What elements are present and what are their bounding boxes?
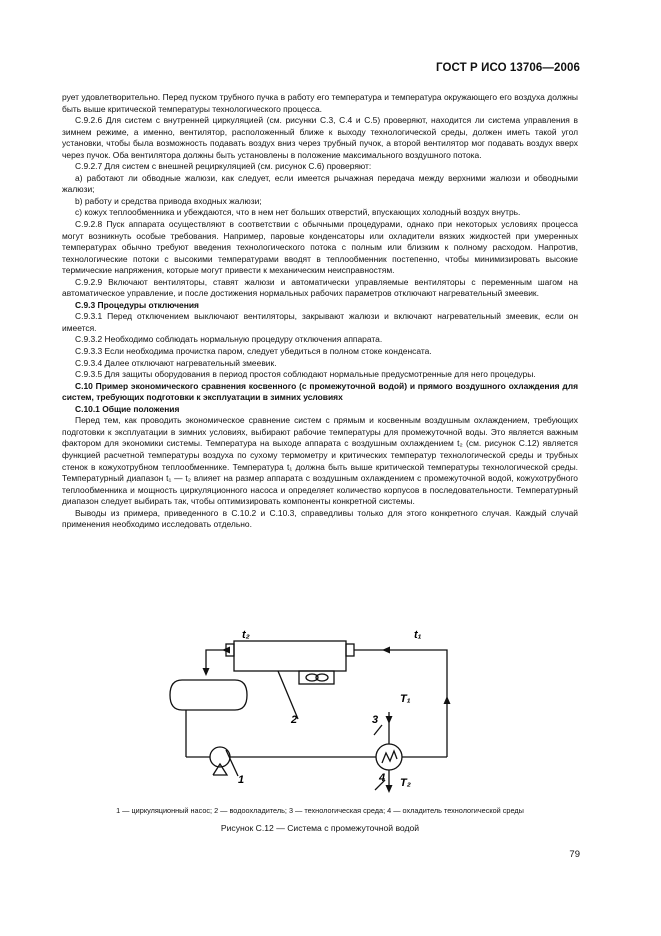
arrow-up — [444, 696, 451, 704]
figure-caption: Рисунок С.12 — Система с промежуточной водой — [220, 823, 420, 833]
label-t2: t₂ — [242, 629, 250, 641]
body-text — [62, 92, 578, 531]
leader-3 — [374, 725, 382, 735]
exchanger-coil — [382, 751, 397, 763]
paragraph: С.9.2.8 Пуск аппарата осуществляют в соответствии с обычными процедурами, однако при некоторых условиях процесса могут возникнуть особые требования. Например, паровые конденсаторы или охладители вязких жидкостей при умеренных температурах обычно требуют введения технологического потока с полным или близким к полному расходом. Напротив, технологические потоки с высокими температурами вводят в теплообменник постепенно, чтобы минимизировать высокие термические напряжения, которые могут привести к механическим неисправностям. — [62, 219, 578, 276]
document-header: ГОСТ Р ИСО 13706—2006 — [435, 62, 580, 74]
label-n2: 2 — [291, 714, 298, 726]
paragraph: Перед тем, как проводить экономическое сравнение систем с прямым и косвенным воздушным охлаждением, требующих подготовки к эксплуатации в зимних условиях, выбирают рабочие температуры для промежуточной воды. Это является важным фактором для экономики системы. Температура на выходе аппарата с воздушным охлаждением t₂ (см. рисунок С.12) является функцией расчетной температуры воздуха по сухому термометру и критических температур технологической среды и трубных стенок в кожухотрубном теплообменнике. Температура t₁ должна быть выше критической температуры технологической среды. Температурный диапазон t₁ — t₂ влияет на размер аппарата с воздушным охлаждением с промежуточной водой, кожухотрубного теплообменника и мощность циркуляционного насоса и определяет количество корпусов в последовательности. Температурный диапазон следует выбирать так, чтобы оптимизировать компоненты конкретной системы. — [62, 415, 578, 507]
paragraph: С.9.3.2 Необходимо соблюдать нормальную процедуру отключения аппарата. — [75, 334, 383, 345]
paragraph: С.9.3.1 Перед отключением выключают вентиляторы, закрывают жалюзи и включают нагревательный змеевик, если он имеется. — [62, 311, 578, 333]
figure-legend: 1 — циркуляционный насос; 2 — водоохладитель; 3 — технологическая среда; 4 — охладитель технологической среды — [116, 806, 524, 815]
paragraph: С.9.2.6 Для систем с внутренней циркуляцией (см. рисунки С.3, С.4 и С.5) проверяют, находится ли система управления в зимнем режиме, а именно, вентилятор, расположенный ближе к выходу технологической среды, должен иметь такой угол установки, чтобы была возможность подавать воздух вниз через трубный пучок, а второй вентилятор мог подавать воздух вверх через пучок. Оба вентилятора должны быть установлены в положение максимального воздушного потока. — [62, 115, 578, 160]
surge-drum — [170, 680, 247, 710]
air-cooler-header-right — [346, 644, 354, 656]
label-n1: 1 — [238, 774, 245, 786]
heat-exchanger — [376, 744, 402, 770]
air-cooler-body — [234, 641, 346, 671]
label-T1: T₁ — [400, 693, 411, 705]
system-diagram — [160, 626, 500, 796]
paragraph: С.9.3.5 Для защиты оборудования в период простоя соблюдают нормальные предусмотренные для него процедуры. — [75, 369, 536, 380]
leader-2 — [278, 671, 298, 719]
label-T2: T₂ — [400, 777, 411, 789]
paragraph: С.9.3.4 Далее отключают нагревательный змеевик. — [75, 357, 277, 368]
paragraph: С.9.2.9 Включают вентиляторы, ставят жалюзи и автоматически управляемые вентиляторы с переменным шагом на автоматическое управление, и после достижения нормальных рабочих параметров отключают нагревательный змеевик. — [62, 276, 578, 299]
paragraph: рует удовлетворительно. Перед пуском трубного пучка в работу его температура и температура окружающего его воздуха должны быть выше критической температуры технологического процесса. — [62, 92, 578, 114]
paragraph: b) работу и средства привода входных жалюзи; — [75, 195, 262, 206]
label-n4: 4 — [379, 772, 386, 784]
paragraph: С.9.3 Процедуры отключения — [75, 299, 199, 310]
pipe-return — [206, 650, 226, 670]
label-n3: 3 — [372, 714, 379, 726]
label-t1: t₁ — [414, 629, 422, 641]
arrow-process-in — [386, 716, 393, 724]
paragraph: С.9.2.7 Для систем с внешней рециркуляцией (см. рисунок С.6) проверяют: — [75, 161, 372, 172]
arrow-down — [203, 668, 210, 676]
paragraph: С.10.1 Общие положения — [75, 403, 180, 414]
paragraph: Выводы из примера, приведенного в С.10.2 и С.10.3, справедливы только для этого конкретного случая. Каждый случай применения необходимо исследовать отдельно. — [62, 507, 578, 530]
arrow-process-out — [386, 785, 393, 793]
paragraph: c) кожух теплообменника и убеждаются, что в нем нет больших отверстий, впускающих холодный воздух внутрь. — [75, 207, 521, 218]
paragraph: a) работают ли обводные жалюзи, как следует, если имеется рычажная передача между верхними жалюзи и обводными жалюзи; — [62, 172, 578, 195]
page-number: 79 — [569, 849, 580, 860]
paragraph: С.9.3.3 Если необходима прочистка паром, следует убедиться в полном стоке конденсата. — [75, 346, 432, 357]
arrow-t1 — [382, 647, 390, 654]
paragraph: С.10 Пример экономического сравнения косвенного (с промежуточной водой) и прямого воздушного охлаждения для систем, требующих подготовки к эксплуатации в зимних условиях — [62, 380, 578, 403]
